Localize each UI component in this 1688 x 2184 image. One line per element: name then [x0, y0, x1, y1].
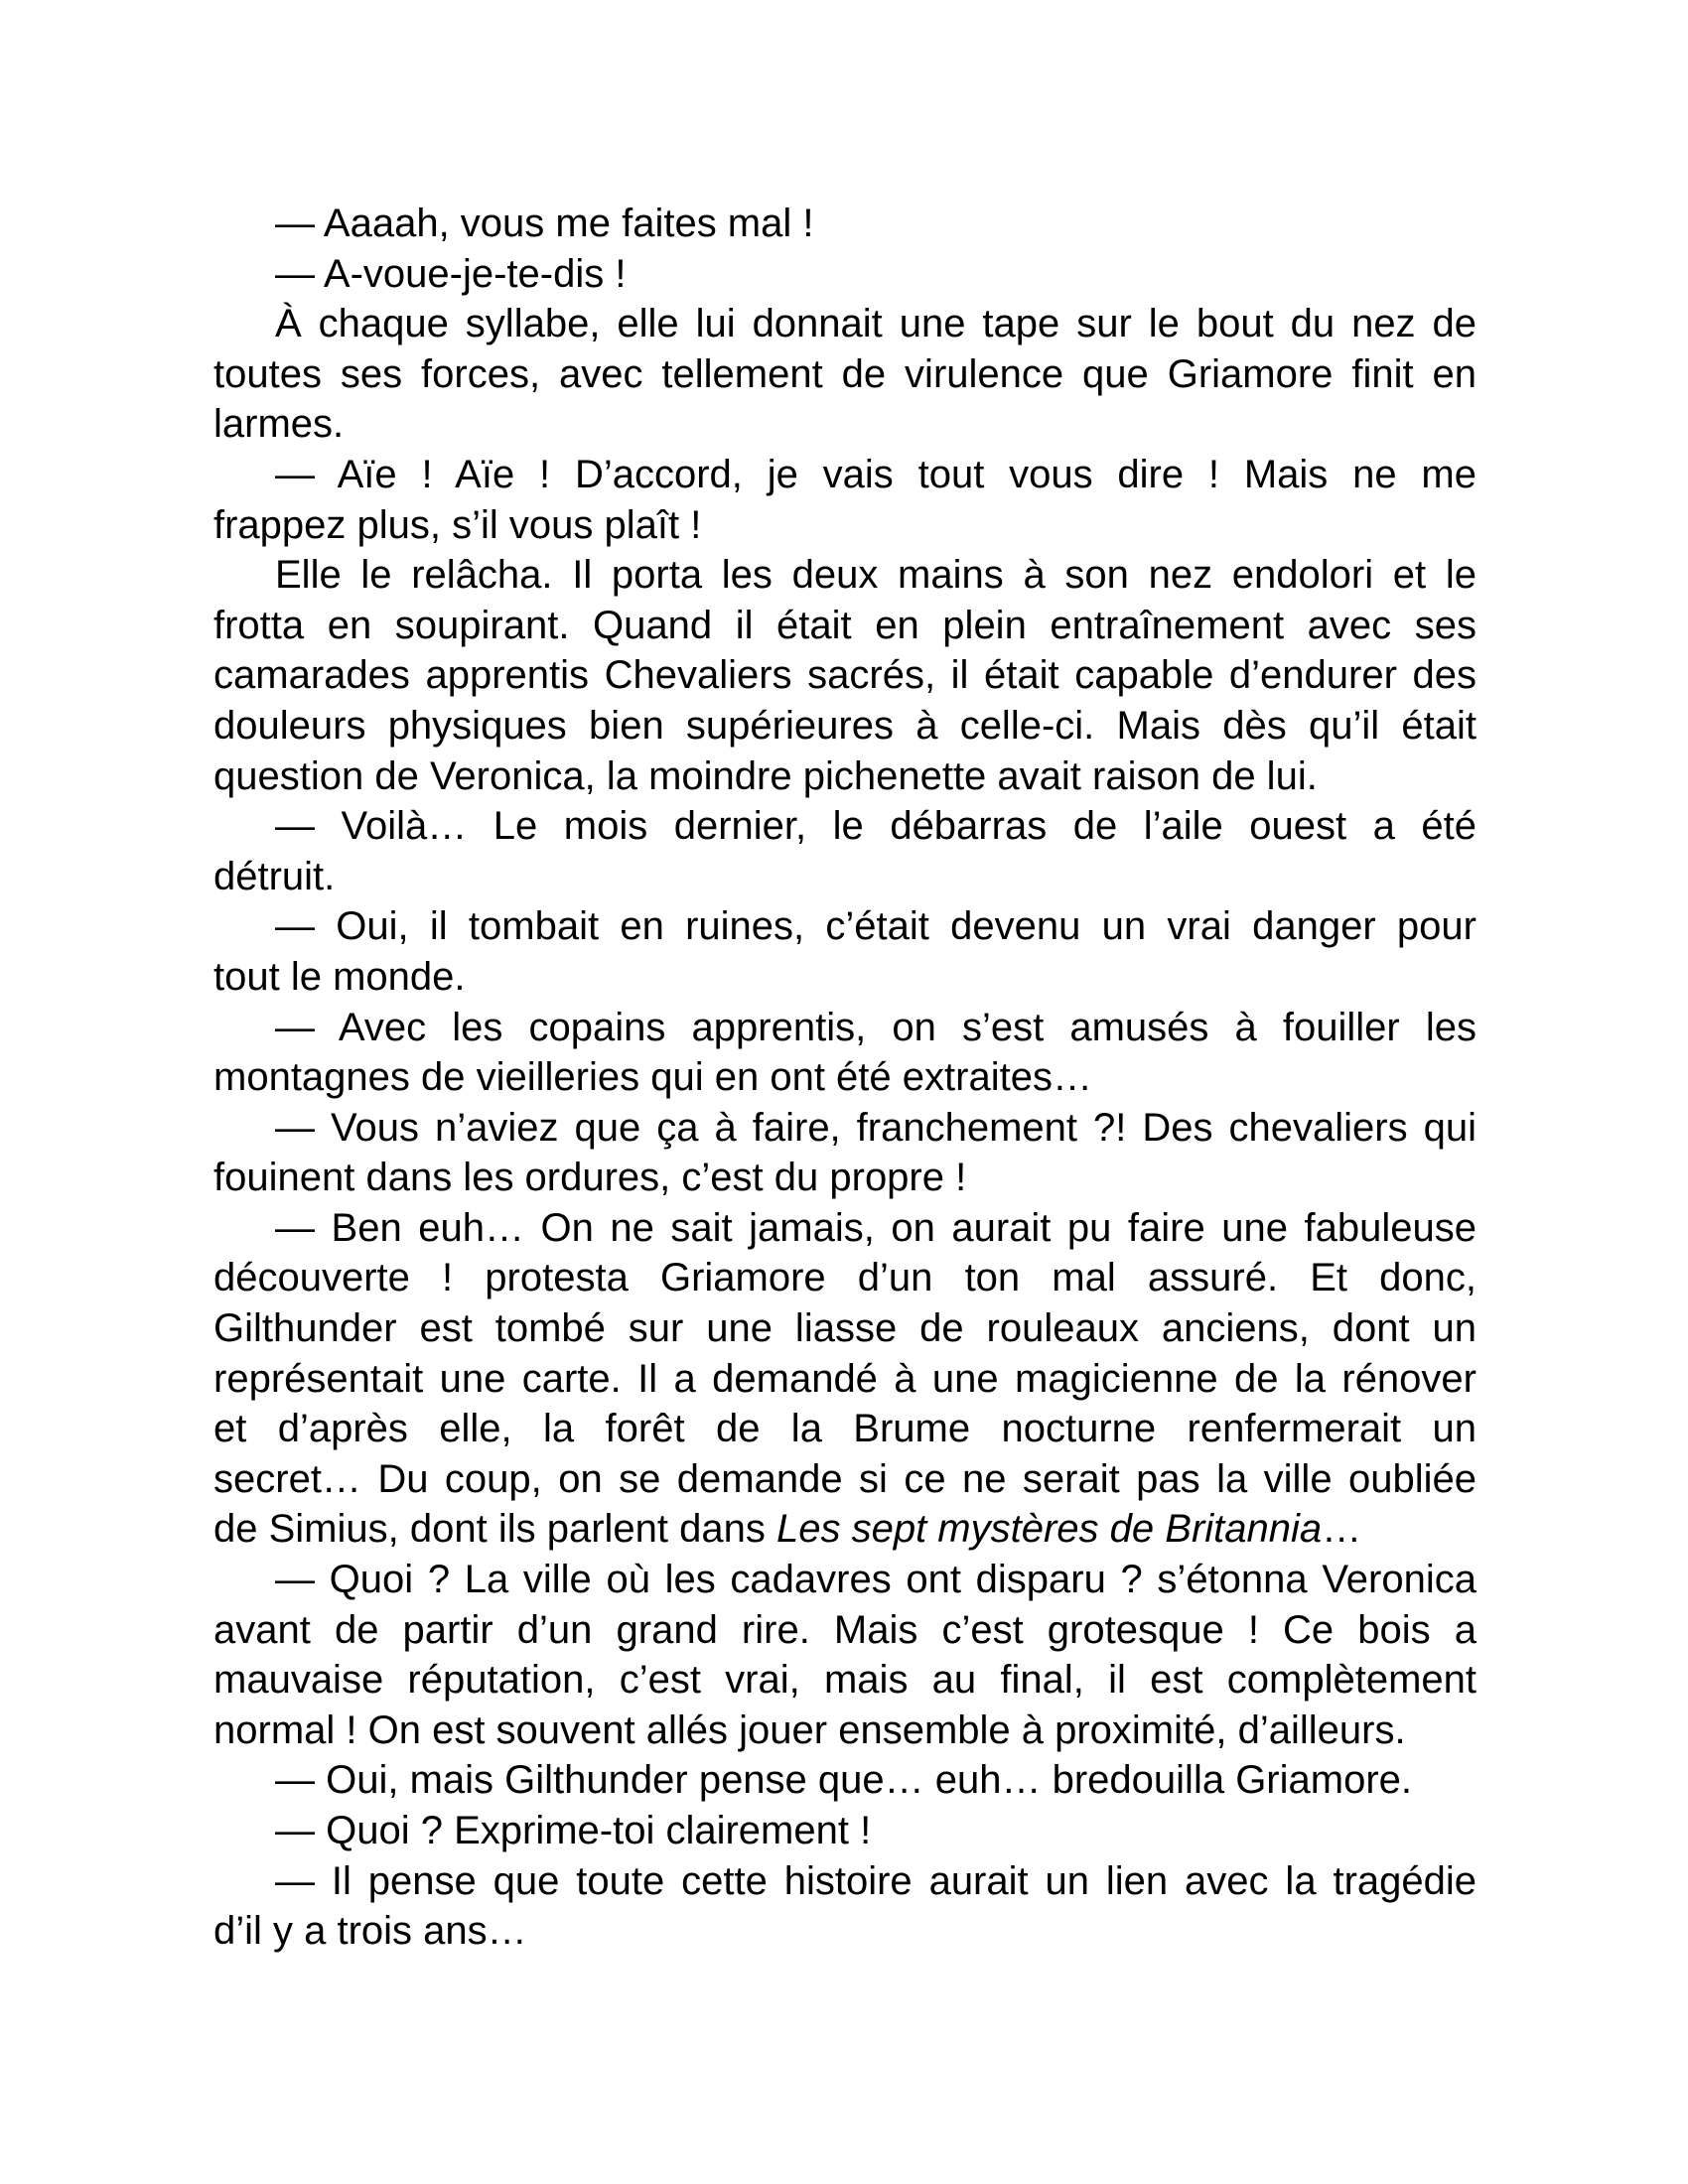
text-line: secret… Du coup, on se demande si ce ne serait pas la ville oubliée: [213, 1456, 1477, 1501]
text-line: d’il y a trois ans…: [213, 1909, 527, 1954]
paragraph: [213, 801, 1477, 901]
text-line: — Oui, mais Gilthunder pense que… euh… bredouilla Griamore.: [275, 1758, 1412, 1803]
paragraph: [213, 1003, 1477, 1103]
paragraph: [213, 299, 1477, 450]
text-line: À chaque syllabe, elle lui donnait une tape sur le bout du nez de: [275, 302, 1477, 346]
text-line: — Voilà… Le mois dernier, le débarras de l’aile ouest a été: [275, 804, 1477, 849]
paragraph: [213, 199, 1477, 249]
text-line: — Vous n’aviez que ça à faire, franchement ?! Des chevaliers qui: [275, 1105, 1477, 1150]
paragraph: [213, 249, 1477, 300]
book-title-italic: Les sept mystères de Britannia: [775, 1507, 1323, 1552]
text-line: toutes ses forces, avec tellement de virulence que Griamore finit en: [213, 351, 1477, 396]
text-line: question de Veronica, la moindre pichenette avait raison de lui.: [213, 753, 1318, 798]
text-line: — Aaaah, vous me faites mal !: [275, 202, 814, 245]
text-line: frotta en soupirant. Quand il était en plein entraînement avec ses: [213, 603, 1477, 647]
paragraph: [213, 1555, 1477, 1755]
text-line: fouinent dans les ordures, c’est du propre !: [213, 1156, 967, 1200]
text-line: — A-voue-je-te-dis !: [275, 251, 627, 296]
text-line: avant de partir d’un grand rire. Mais c’est grotesque ! Ce bois a: [213, 1607, 1477, 1652]
page-text-block: [213, 199, 1477, 1957]
text-line: — Quoi ? Exprime-toi clairement !: [275, 1809, 872, 1852]
text-line: larmes.: [213, 402, 345, 447]
paragraph: [213, 1856, 1477, 1957]
paragraph: [213, 550, 1477, 801]
text-line: camarades apprentis Chevaliers sacrés, il était capable d’endurer des: [213, 653, 1477, 698]
text-line: — Ben euh… On ne sait jamais, on aurait pu faire une fabuleuse: [275, 1205, 1477, 1250]
text-line: tout le monde.: [213, 954, 466, 999]
text-line: de Simius, dont ils parlent dans Les sept mystères de Britannia…: [213, 1507, 1362, 1552]
text-line: mauvaise réputation, c’est vrai, mais au final, il est complètement: [213, 1658, 1477, 1703]
text-line: douleurs physiques bien supérieures à celle-ci. Mais dès qu’il était: [213, 703, 1477, 748]
text-line: Elle le relâcha. Il porta les deux mains à son nez endolori et le: [275, 553, 1477, 598]
paragraph: [213, 450, 1477, 550]
paragraph: [213, 901, 1477, 1002]
text-line: — Avec les copains apprentis, on s’est amusés à fouiller les: [275, 1005, 1477, 1049]
paragraph: [213, 1755, 1477, 1806]
text-line: Gilthunder est tombé sur une liasse de rouleaux anciens, dont un: [213, 1306, 1477, 1351]
paragraph: [213, 1806, 1477, 1856]
text-line: et d’après elle, la forêt de la Brume nocturne renfermerait un: [213, 1407, 1477, 1451]
paragraph: [213, 1203, 1477, 1555]
text-line: frappez plus, s’il vous plaît !: [213, 502, 702, 547]
text-line: — Aïe ! Aïe ! D’accord, je vais tout vous dire ! Mais ne me: [275, 452, 1477, 496]
text-line: — Il pense que toute cette histoire aurait un lien avec la tragédie: [275, 1858, 1477, 1903]
text-line: découverte ! protesta Griamore d’un ton mal assuré. Et donc,: [213, 1256, 1477, 1300]
text-line: montagnes de vieilleries qui en ont été extraites…: [213, 1055, 1092, 1100]
text-line: détruit.: [213, 854, 336, 898]
text-line: représentait une carte. Il a demandé à une magicienne de la rénover: [213, 1356, 1477, 1401]
text-line: normal ! On est souvent allés jouer ensemble à proximité, d’ailleurs.: [213, 1707, 1406, 1752]
text-line: — Oui, il tombait en ruines, c’était devenu un vrai danger pour: [275, 904, 1477, 949]
text-line: — Quoi ? La ville où les cadavres ont disparu ? s’étonna Veronica: [275, 1558, 1477, 1602]
paragraph: [213, 1103, 1477, 1203]
